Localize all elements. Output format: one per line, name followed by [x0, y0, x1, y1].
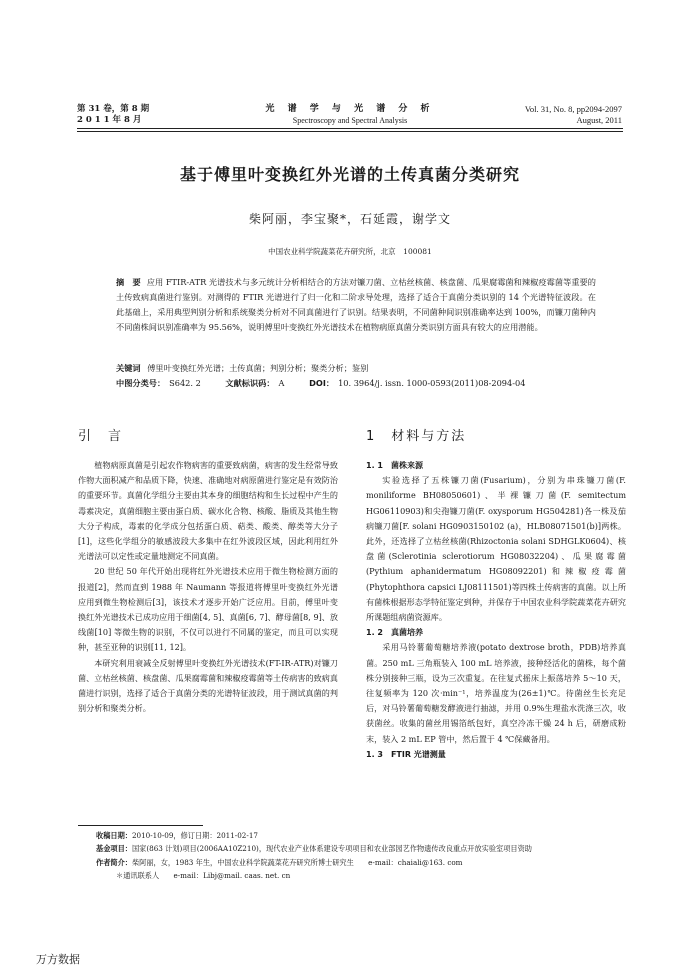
keywords-text: 傅里叶变换红外光谱；土传真菌；判别分析；聚类分析；鉴别 — [147, 363, 369, 373]
journal-name-cn: 光 谱 学 与 光 谱 分 析 — [265, 104, 435, 114]
paper-title: 基于傅里叶变换红外光谱的土传真菌分类研究 — [179, 165, 520, 184]
footnotes — [96, 829, 626, 883]
keywords-line — [116, 361, 596, 376]
footnote-received — [96, 829, 626, 842]
header-rule-thick — [77, 128, 623, 129]
author-bio-text: 柴阿丽，女，1983 年生，中国农业科学院蔬菜花卉研究所博士研究生 e-mail：chaiali@163. com — [131, 857, 463, 867]
footnote-corresponding: ＊通讯联系人 e-mail：Libj@mail. caas. net. cn — [116, 871, 291, 881]
keywords-block — [116, 361, 596, 391]
abstract-text: 应用 FTIR-ATR 光谱技术与多元统计分析相结合的方法对镰刀菌、立枯丝核菌、核盘菌、瓜果腐霉菌和辣椒疫霉菌等重要的土传致病真菌进行鉴别。对测得的 FTIR 光谱进行了归一化和二阶求导处理，选择了适合于真菌分类识别的 14 个光谱特征波段。在此基础上，采用典型判别分析和系统聚类分析对不同真菌进行了识别。结果表明，不同菌种间识别准确率达到 100%，而镰刀菌种内不同菌株间识别准确率为 95.56%，说明傅里叶变换红外光谱技术在植物病原真菌分类识别方面具有较大的应用潜能。 — [116, 277, 596, 332]
received-label: 收稿日期： — [96, 831, 132, 840]
section-heading-introduction: 引 言 — [78, 429, 124, 444]
clc-label: 中图分类号： — [116, 378, 166, 388]
intro-paragraph-2: 20 世纪 50 年代开始出现将红外光谱技术应用于微生物检测方面的报道[2]，然而直到 1988 年 Naumann 等报道将傅里叶变换红外光谱应用到微生物检测后[3]，该技术才逐步开始广泛应用。目前，傅里叶变换红外光谱技术已成功应用于细菌[4, 5]、真菌[6, 7]、酵母菌[8, 9]、放线菌[10] 等微生物的识别，不仅可以进行不同属的鉴定，而且可以实现种，甚至亚种的识别[11, 12]。 — [78, 566, 338, 653]
journal-name-en: Spectroscopy and Spectral Analysis — [292, 116, 408, 125]
header-rule-thin — [77, 131, 623, 132]
doi-label: DOI： — [309, 378, 335, 388]
received-dates: 2010-10-09，修订日期：2011-02-17 — [131, 831, 258, 840]
fund-text: 国家(863 计划)项目(2006AA10Z210)，现代农业产业体系建设专项项目和农业部园艺作物遗传改良重点开放实验室项目资助 — [131, 844, 532, 854]
intro-paragraph-1: 植物病原真菌是引起农作物病害的重要致病菌，病害的发生经常导致作物大面积减产和品质下降，快速、准确地对病原菌进行鉴定是有效防治的重要环节。真菌化学组分主要由其本身的细胞结构和生长过程中产生的毒素决定，真菌细胞主要由蛋白质、碳水化合物、核酸、脂质及其他生物大分子构成，毒素的化学成分包括蛋白质、萜类、酸类、醇类等大分子[1]，这些化学组分的敏感波段大多集中在红外波段区域，因此利用红外光谱法可以定性或定量地测定不同真菌。 — [78, 460, 338, 562]
left-column — [78, 458, 338, 716]
paper-affiliation: 中国农业科学院蔬菜花卉研究所，北京 100081 — [268, 247, 432, 256]
header-month-year: August, 2011 — [576, 115, 622, 125]
classification-line — [116, 376, 596, 391]
fund-label: 基金项目： — [96, 844, 132, 854]
abstract-block — [116, 275, 596, 335]
wanfang-watermark: 万方数据 — [36, 953, 80, 966]
keywords-label: 关键词 — [116, 363, 141, 373]
author-bio-label: 作者简介： — [96, 857, 132, 867]
doc-code-value: A — [278, 378, 285, 388]
doi-value: 10. 3964/j. issn. 1000-0593(2011)08-2094-04 — [338, 378, 526, 388]
header-vol-pages: Vol. 31, No. 8, pp2094-2097 — [524, 104, 622, 114]
section-heading-materials-methods: 1 材料与方法 — [366, 429, 467, 444]
paper-authors: 柴阿丽，李宝聚*，石延霞，谢学文 — [248, 212, 451, 226]
footnote-author — [96, 856, 626, 869]
footnote-fund — [96, 842, 626, 855]
subsection-ftir-measurement: 1. 3 FTIR 光谱测量 — [366, 749, 446, 759]
fungal-culture-text: 采用马铃薯葡萄糖培养液(potato dextrose broth，PDB)培养真菌。250 mL 三角瓶装入 100 mL 培养液，接种经活化的菌株，每个菌株分别接种三瓶，设为三次重复。在往复式摇床上振荡培养 5～10 天，往复频率为 120 次·min⁻¹，培养温度为(26±1)℃。待菌丝生长充足后，对马铃薯葡萄糖发酵液进行抽滤，并用 0.9%生理盐水洗涤三次，收获菌丝。收集的菌丝用锡箔纸包好，真空冷冻干燥 24 h 后，研磨成粉末，装入 2 mL EP 管中，然后置于 4 ℃保藏备用。 — [366, 642, 626, 744]
strain-source-text: 实验选择了五株镰刀菌(Fusarium)，分别为串珠镰刀菌(F. moniliforme BH08050601)、半裸镰刀菌(F. semitectum HG06110903)和尖孢镰刀菌(F. oxysporum HG504281)各一株及茄病镰刀菌[F. solani HG0903150102 (a)，HLB08071501(b)]两株。此外，还选择了立枯丝核菌(Rhizoctonia solani SDHGLK0604)、核盘菌(Sclerotinia sclerotiorum HG08032204)、瓜果腐霉菌(Pythium aphanidermatum HG08092201)和辣椒疫霉菌(Phytophthora capsici LJ08111501)等四株土传病害的真菌。以上所有菌株根据形态学特征鉴定到种，并保存于中国农业科学院蔬菜花卉研究所课题组病菌资源库。 — [366, 475, 626, 623]
clc-value: S642. 2 — [169, 378, 201, 388]
header-citation — [525, 104, 622, 126]
intro-paragraph-3: 本研究利用衰减全反射傅里叶变换红外光谱技术(FT-IR-ATR)对镰刀菌、立枯丝核菌、核盘菌、瓜果腐霉菌和辣椒疫霉菌等土传病害的致病真菌进行识别，选择了适合于真菌分类的光谱特征波段，用于测试真菌的判别分析和聚类分析。 — [78, 657, 338, 714]
footnote-rule — [78, 825, 203, 826]
header-volume-issue: 第 31 卷，第 8 期 — [77, 104, 150, 114]
header-date: 2 0 1 1 年 8 月 — [77, 115, 142, 125]
doc-code-label: 文献标识码： — [225, 378, 275, 388]
subsection-strain-source: 1. 1 菌株来源 — [366, 461, 423, 470]
subsection-fungal-culture: 1. 2 真菌培养 — [366, 628, 423, 638]
abstract-label: 摘 要 — [116, 277, 141, 287]
right-column — [366, 458, 626, 762]
